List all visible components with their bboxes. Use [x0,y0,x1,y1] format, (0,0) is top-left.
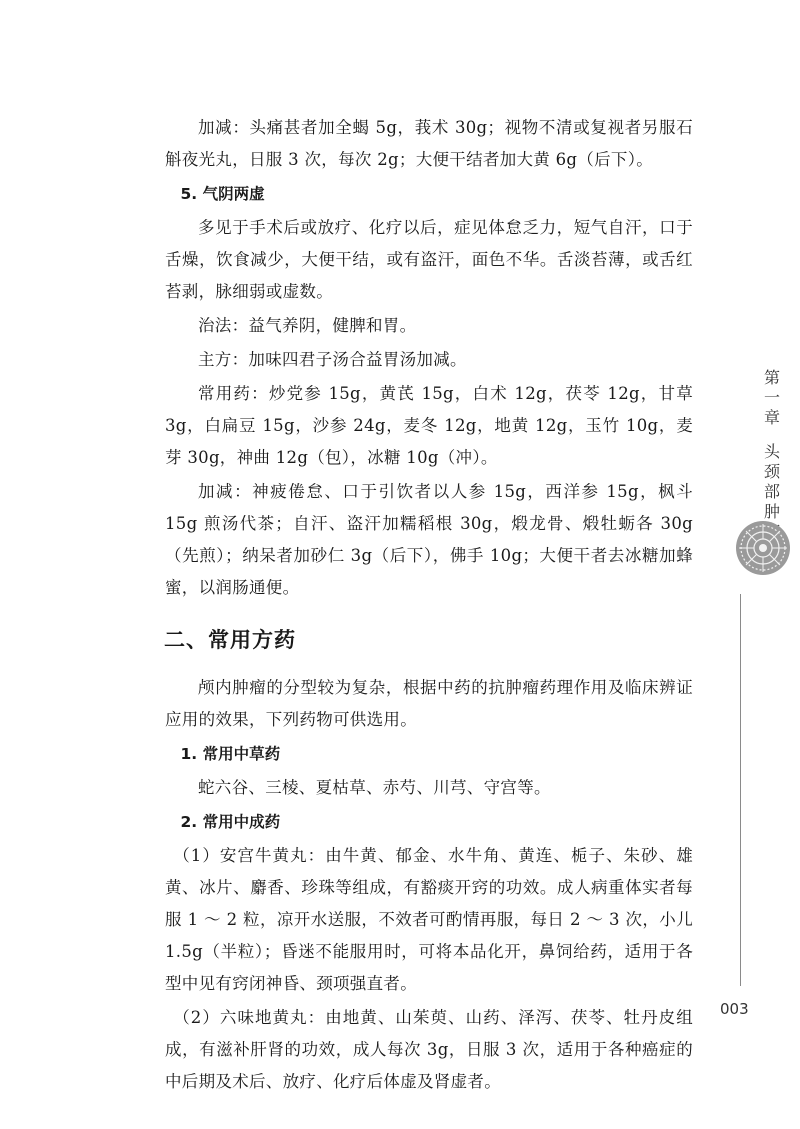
page-body [165,112,693,1100]
paragraph-main-formula: 主方：加味四君子汤合益胃汤加减。 [198,350,467,369]
chapter-char: 章 [763,408,780,427]
chapter-side-title [758,368,786,542]
paragraph-herb-list: 蛇六谷、三棱、夏枯草、赤芍、川芎、守宫等。 [198,778,551,797]
subheading-herbs: 1. 常用中草药 [180,745,281,763]
paragraph-modification-2: 加减：神疲倦怠、口于引饮者以人参 15g，西洋参 15g，枫斗 15g 煎汤代茶；自汗、盗汗加糯稻根 30g，煅龙骨、煅牡蛎各 30g（先煎）；纳呆者加砂仁 3g（后下），佛手 10g；大便干者去冰糖加蜂蜜，以润肠通便。 [165,482,693,597]
paragraph-angong-niuhuang: （1）安宫牛黄丸：由牛黄、郁金、水牛角、黄连、栀子、朱砂、雄黄、冰片、麝香、珍珠等组成，有豁痰开窍的功效。成人病重体实者每服 1 ～ 2 粒，凉开水送服，不效者可酌情再服，每日 2 ～ 3 次，小儿 1.5g（半粒）；昏迷不能服用时，可将本品化开，鼻饲给药，适用于各型中见有窍闭神昏、颈项强直者。 [165,846,693,993]
paragraph-treatment-method: 治法：益气养阴，健脾和胃。 [198,316,417,335]
chapter-char: 第 [763,368,780,387]
paragraph-symptoms: 多见于手术后或放疗、化疗以后，症见体怠乏力，短气自汗，口于舌燥，饮食减少，大便干结，或有盗汗，面色不华。舌淡苔薄，或舌红苔剥，脉细弱或虚数。 [165,218,693,301]
title-char: 颈 [763,462,780,481]
paragraph-common-herbs: 常用药：炒党参 15g，黄芪 15g，白术 12g，茯苓 12g，甘草 3g，白扁豆 15g，沙参 24g，麦冬 12g，地黄 12g，玉竹 10g，麦芽 30g，神曲 12g（包），冰糖 10g（冲）。 [165,384,693,467]
paragraph-intro: 颅内肿瘤的分型较为复杂，根据中药的抗肿瘤药理作用及临床辨证应用的效果，下列药物可供选用。 [165,678,693,729]
side-divider-line [740,594,741,986]
subheading-patent-medicines: 2. 常用中成药 [180,813,281,831]
subheading-qi-yin-deficiency: 5. 气阴两虚 [180,185,265,203]
title-char: 部 [763,482,780,501]
title-char: 头 [763,442,780,461]
chapter-char: 一 [763,388,780,407]
paragraph-liuwei-dihuang: （2）六味地黄丸：由地黄、山茱萸、山药、泽泻、茯苓、牡丹皮组成，有滋补肝肾的功效，成人每次 3g，日服 3 次，适用于各种癌症的中后期及术后、放疗、化疗后体虚及肾虚者。 [165,1008,693,1091]
section-heading: 二、常用方药 [164,628,296,652]
page-number: 003 [720,1000,749,1018]
title-char: 肿 [763,502,780,521]
rosette-ornament-icon [735,520,791,576]
paragraph-modification: 加减：头痛甚者加全蝎 5g，莪术 30g；视物不清或复视者另服石斛夜光丸，日服 3 次，每次 2g；大便干结者加大黄 6g（后下）。 [165,118,693,169]
